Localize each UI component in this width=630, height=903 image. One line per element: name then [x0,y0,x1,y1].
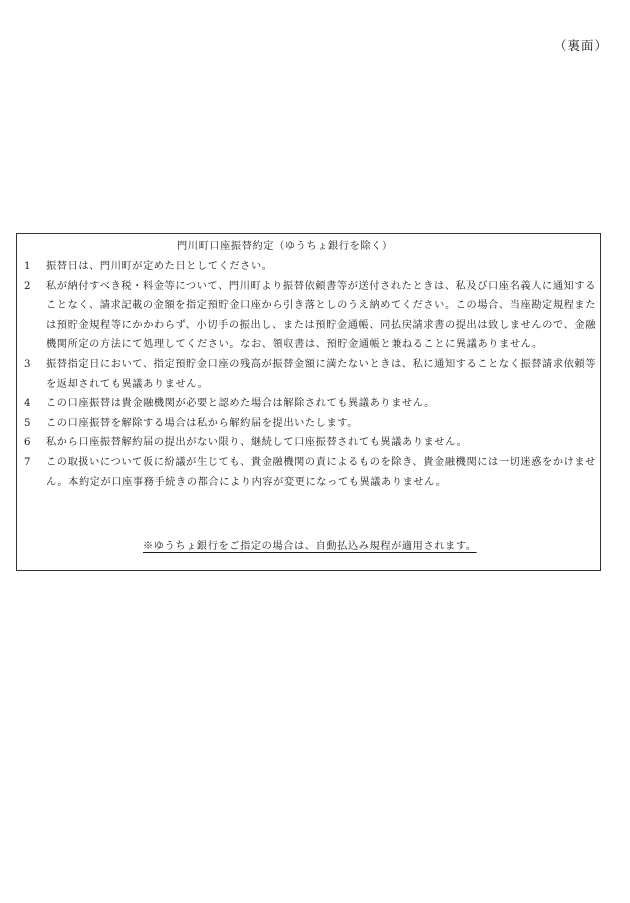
clause-item [24,355,596,394]
clause-text: この口座振替は貴金融機関が必要と認めた場合は解除されても異議ありません。 [46,398,435,410]
yucho-footnote: ※ゆうちょ銀行をご指定の場合は、自動払込み規程が適用されます。 [143,541,477,552]
clause-text: この取扱いについて仮に紛議が生じても、貴金融機関の責によるものを除き、貴金融機関には一切迷惑をかけません。本約定が口座事務手続きの都合により内容が変更になっても異議ありません。 [46,456,596,488]
clause-text: 振替日は、門川町が定めた日としてください。 [46,261,273,272]
page-side-label: （裏面） [553,38,608,53]
agreement-box [16,233,601,571]
clause-item [24,433,596,453]
clause-number: 7 [24,456,32,468]
clause-item [24,257,596,277]
agreement-title: 門川町口座振替約定（ゆうちょ銀行を除く） [177,241,393,252]
clause-number: 3 [24,358,32,370]
clause-number: 2 [24,280,32,292]
clause-text: この口座振替を解除する場合は私から解約届を提出いたします。 [46,417,359,429]
clause-list [24,257,596,492]
clause-item [24,414,596,434]
clause-text: 私から口座振替解約届の提出がない限り、継続して口座振替されても異議ありません。 [46,437,468,449]
clause-number: 1 [24,261,32,272]
clause-text: 私が納付すべき税・料金等について、門川町より振替依頼書等が送付されたときは、私及び口座名義人に通知することなく、請求記載の金額を指定預貯金口座から引き落としのうえ納めてください。この場合、当座勘定規程または預貯金規程等にかかわらず、小切手の振出し、または預貯金通帳、同払戻請求書の提出は致しませんので、金融機関所定の方法にて処理してください。なお、領収書は、預貯金通帳と兼ねることに異議ありません。 [46,280,596,351]
clause-item [24,394,596,414]
clause-number: 5 [24,417,32,429]
clause-number: 4 [24,398,32,410]
clause-number: 6 [24,437,32,449]
clause-item [24,277,596,355]
clause-text: 振替指定日において、指定預貯金口座の残高が振替金額に満たないときは、私に通知することなく振替請求依頼等を返却されても異議ありません。 [46,358,596,390]
clause-item [24,453,596,492]
